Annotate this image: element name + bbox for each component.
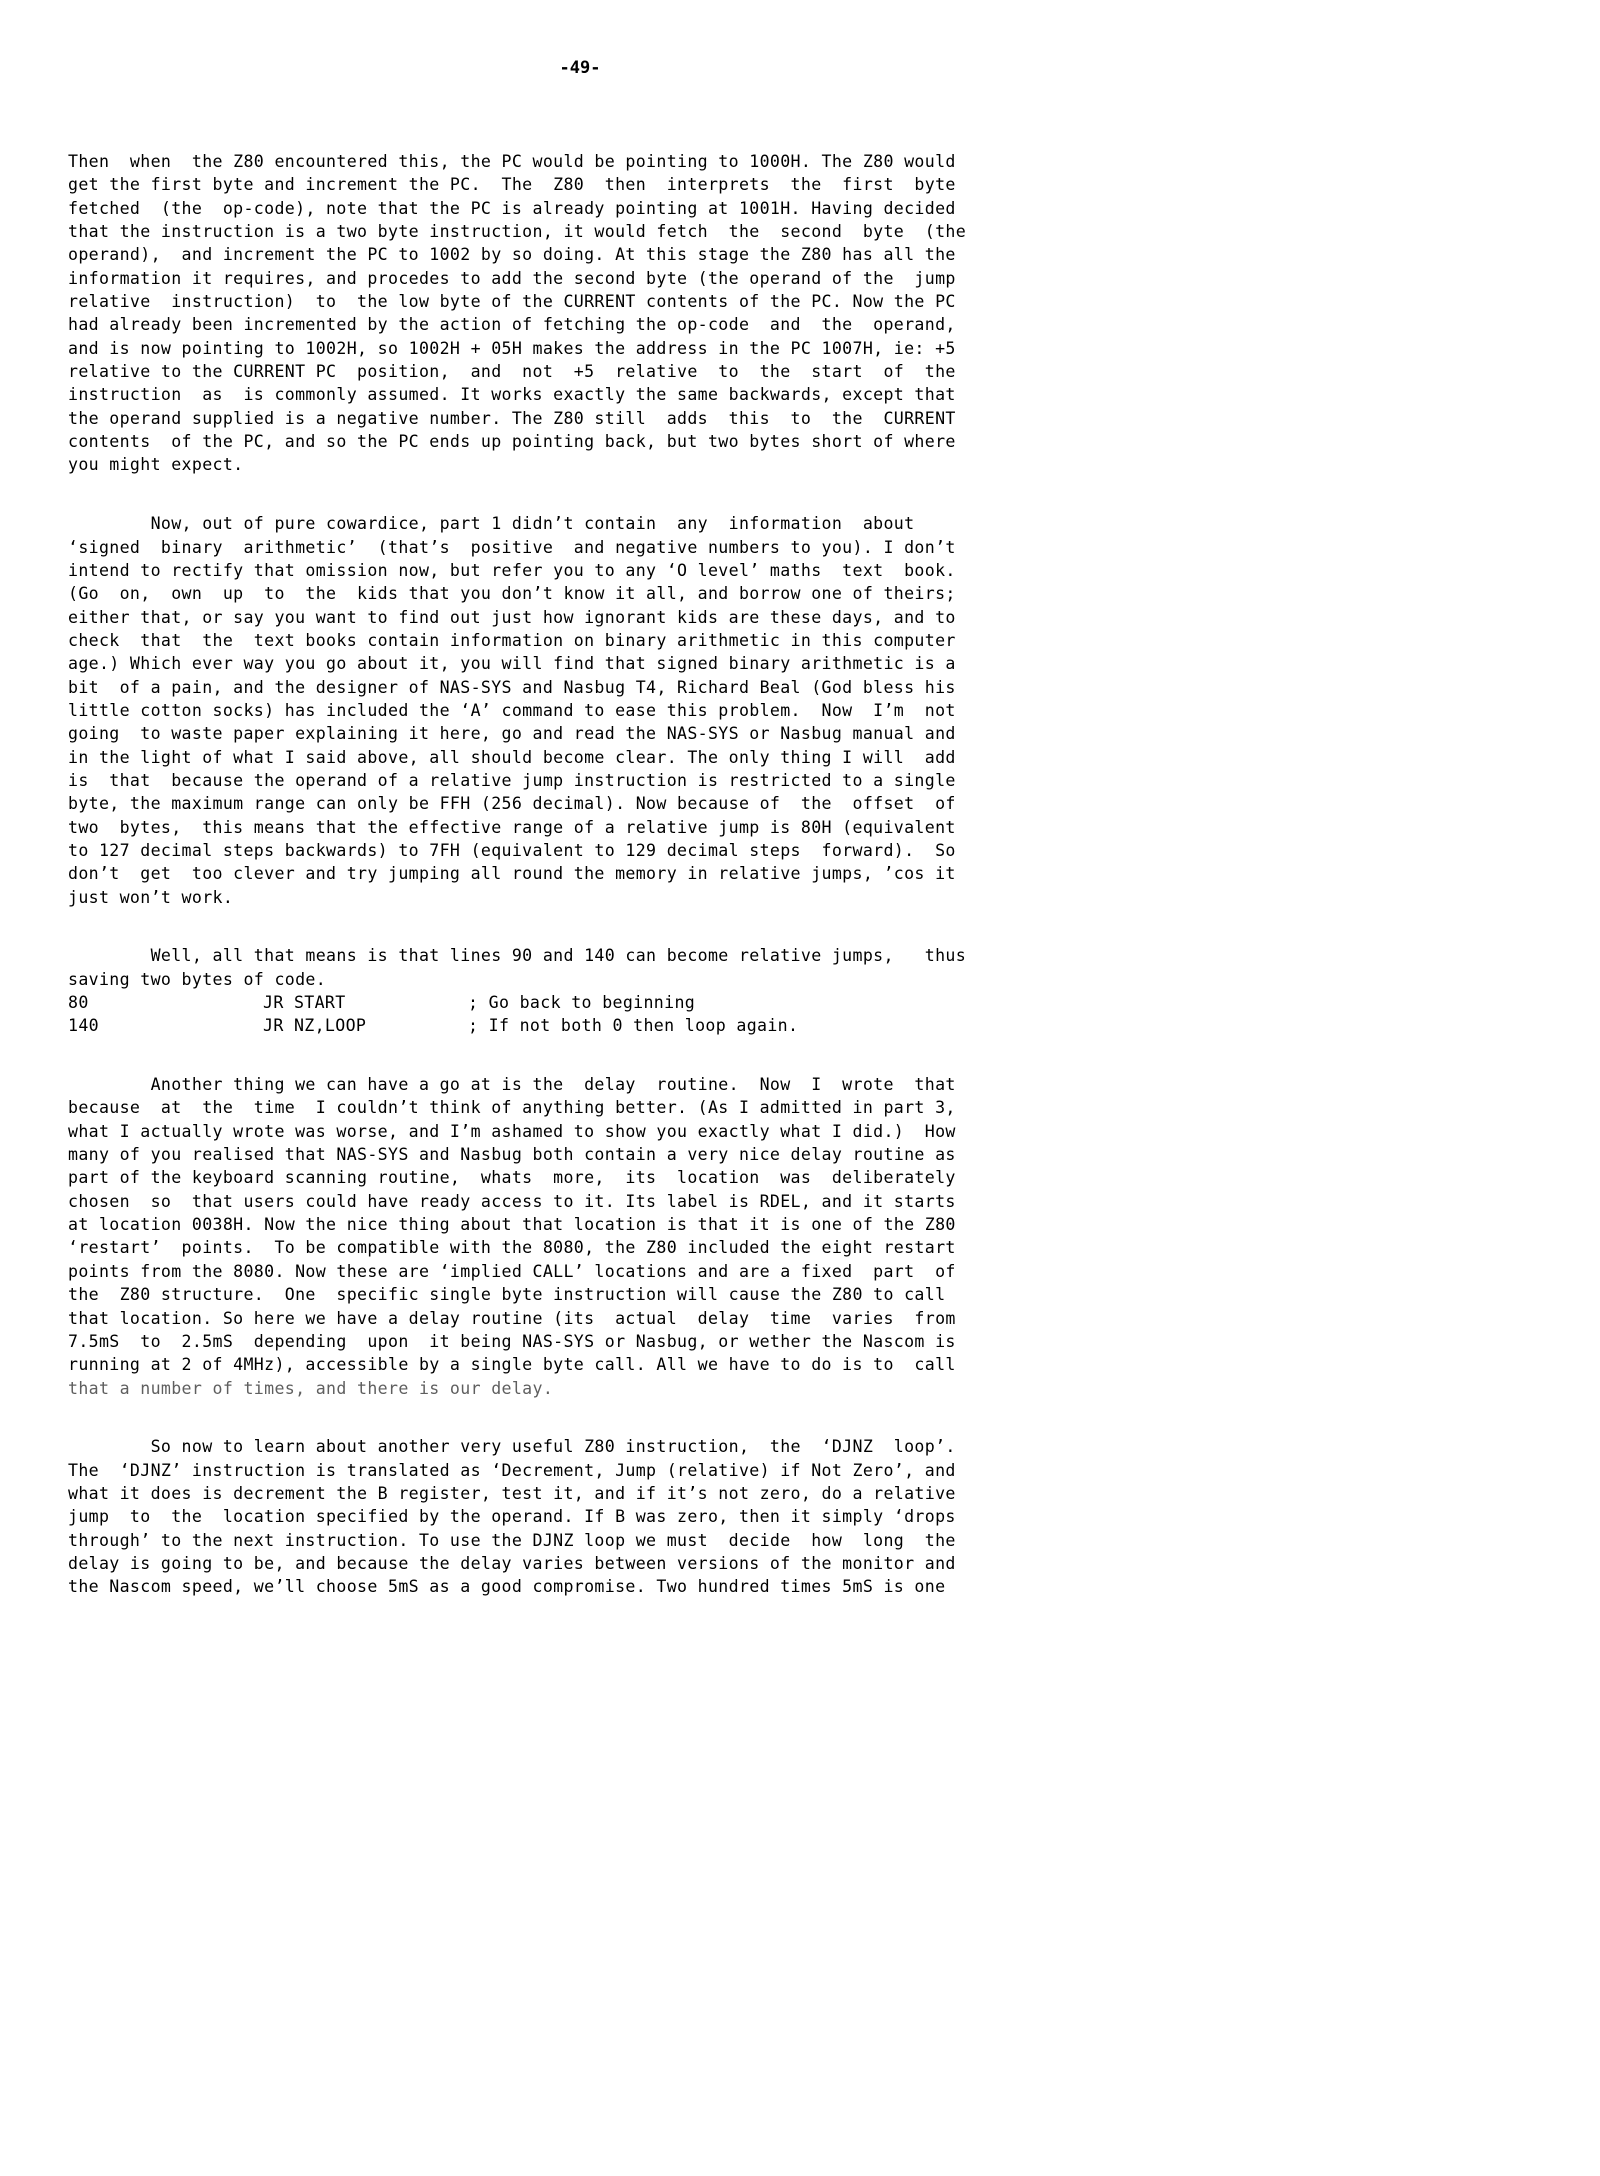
text-line: ‘signed binary arithmetic’ (that’s positive and negative numbers to you). I don’t xyxy=(68,537,956,557)
text-line: Now, out of pure cowardice, part 1 didn’t contain any information about xyxy=(68,514,915,534)
code-instruction: JR NZ,LOOP xyxy=(263,1016,367,1036)
page-number: -49- xyxy=(559,58,601,78)
text-line: contents of the PC, and so the PC ends up pointing back, but two bytes short of where xyxy=(68,432,956,452)
text-line: many of you realised that NAS-SYS and Nasbug both contain a very nice delay routine as xyxy=(68,1145,956,1165)
paragraph-spacer xyxy=(68,1038,1078,1061)
paragraph-spacer xyxy=(68,909,1078,932)
paragraph-signed-binary-arithmetic xyxy=(68,512,1078,909)
paragraph-djnz-loop xyxy=(68,1435,1078,1598)
paragraph-spacer xyxy=(68,1423,1078,1435)
text-line: in the light of what I said above, all should become clear. The only thing I will add xyxy=(68,747,956,767)
text-line: byte, the maximum range can only be FFH (256 decimal). Now because of the offset of xyxy=(68,794,956,814)
text-line: operand), and increment the PC to 1002 by so doing. At this stage the Z80 has all the xyxy=(68,245,956,265)
text-line: instruction as is commonly assumed. It works exactly the same backwards, except that xyxy=(68,385,956,405)
text-line: intend to rectify that omission now, but refer you to any ‘O level’ maths text book. xyxy=(68,560,956,580)
text-line: Another thing we can have a go at is the delay routine. Now I wrote that xyxy=(68,1075,956,1095)
text-line: what I actually wrote was worse, and I’m ashamed to show you exactly what I did.) How xyxy=(68,1121,956,1141)
paragraph-delay-routine xyxy=(68,1073,1078,1400)
paragraph-spacer xyxy=(68,477,1078,500)
code-comment: ; Go back to beginning xyxy=(468,993,696,1013)
text-line: what it does is decrement the B register, test it, and if it’s not zero, do a relative xyxy=(68,1483,956,1503)
text-line: you might expect. xyxy=(68,455,244,475)
table-row xyxy=(68,991,1078,1014)
text-line: the Z80 structure. One specific single byte instruction will cause the Z80 to call xyxy=(68,1285,946,1305)
paragraph-relative-jumps-saving xyxy=(68,944,1078,991)
text-line: part of the keyboard scanning routine, whats more, its location was deliberately xyxy=(68,1168,956,1188)
text-line: Then when the Z80 encountered this, the PC would be pointing to 1000H. The Z80 would xyxy=(68,152,956,171)
text-line: running at 2 of 4MHz), accessible by a single byte call. All we have to do is to call xyxy=(68,1355,956,1375)
text-line: at location 0038H. Now the nice thing about that location is that it is one of the Z80 xyxy=(68,1215,956,1235)
paragraph-spacer xyxy=(68,1061,1078,1073)
text-line: the operand supplied is a negative number. The Z80 still adds this to the CURRENT xyxy=(68,408,956,428)
text-line: relative to the CURRENT PC position, and not +5 relative to the start of the xyxy=(68,362,956,382)
text-line: relative instruction) to the low byte of the CURRENT contents of the PC. Now the PC xyxy=(68,292,956,312)
text-line: information it requires, and procedes to add the second byte (the operand of the jump xyxy=(68,268,956,288)
text-line: bit of a pain, and the designer of NAS-SYS and Nasbug T4, Richard Beal (God bless his xyxy=(68,677,956,697)
text-line: The ‘DJNZ’ instruction is translated as ‘Decrement, Jump (relative) if Not Zero’, and xyxy=(68,1460,956,1480)
text-line: So now to learn about another very useful Z80 instruction, the ‘DJNZ loop’. xyxy=(68,1437,956,1457)
text-line: through’ to the next instruction. To use the DJNZ loop we must decide how long the xyxy=(68,1530,956,1550)
text-line: chosen so that users could have ready access to it. Its label is RDEL, and it starts xyxy=(68,1191,956,1211)
code-instruction: JR START xyxy=(263,993,346,1013)
text-line: because at the time I couldn’t think of anything better. (As I admitted in part 3, xyxy=(68,1098,956,1118)
text-line: fetched (the op-code), note that the PC is already pointing at 1001H. Having decided xyxy=(68,198,956,218)
text-line: just won’t work. xyxy=(68,887,234,907)
paragraph-z80-pc-relative-jump xyxy=(68,150,1078,477)
text-line: and is now pointing to 1002H, so 1002H + 05H makes the address in the PC 1007H, ie: +5 xyxy=(68,338,956,358)
text-line: is that because the operand of a relative jump instruction is restricted to a single xyxy=(68,770,956,790)
text-line: either that, or say you want to find out just how ignorant kids are these days, and to xyxy=(68,607,956,627)
text-line: Well, all that means is that lines 90 and 140 can become relative jumps, thus xyxy=(68,946,967,966)
code-line-number: 80 xyxy=(68,993,89,1013)
paragraph-spacer xyxy=(68,1400,1078,1423)
text-line: going to waste paper explaining it here, go and read the NAS-SYS or Nasbug manual and xyxy=(68,724,956,744)
code-comment: ; If not both 0 then loop again. xyxy=(468,1016,799,1036)
text-line: little cotton socks) has included the ‘A’ command to ease this problem. Now I’m not xyxy=(68,700,956,720)
text-line: jump to the location specified by the operand. If B was zero, then it simply ‘drops xyxy=(68,1507,956,1527)
text-line: get the first byte and increment the PC. The Z80 then interprets the first byte xyxy=(68,175,956,195)
text-line: delay is going to be, and because the delay varies between versions of the monitor and xyxy=(68,1553,956,1573)
assembly-listing xyxy=(68,991,1078,1038)
text-line: check that the text books contain information on binary arithmetic in this computer xyxy=(68,630,956,650)
text-line: that location. So here we have a delay routine (its actual delay time varies from xyxy=(68,1308,956,1328)
text-line: age.) Which ever way you go about it, you will find that signed binary arithmetic is a xyxy=(68,654,956,674)
text-line: don’t get too clever and try jumping all round the memory in relative jumps, ’cos it xyxy=(68,864,956,884)
text-line: 7.5mS to 2.5mS depending upon it being NAS-SYS or Nasbug, or wether the Nascom is xyxy=(68,1331,956,1351)
code-line-number: 140 xyxy=(68,1016,99,1036)
text-line: had already been incremented by the action of fetching the op-code and the operand, xyxy=(68,315,956,335)
text-line: (Go on, own up to the kids that you don’t know it all, and borrow one of theirs; xyxy=(68,584,956,604)
scan-right-margin xyxy=(1160,0,1600,2176)
table-row xyxy=(68,1014,1078,1037)
text-line: ‘restart’ points. To be compatible with the 8080, the Z80 included the eight restart xyxy=(68,1238,956,1258)
text-line: points from the 8080. Now these are ‘implied CALL’ locations and are a fixed part of xyxy=(68,1261,956,1281)
text-line: two bytes, this means that the effective range of a relative jump is 80H (equivalent xyxy=(68,817,956,837)
paragraph-spacer xyxy=(68,500,1078,512)
text-line: saving two bytes of code. xyxy=(68,969,327,989)
paragraph-spacer xyxy=(68,932,1078,944)
text-line-cut-off: that a number of times, and there is our delay. xyxy=(68,1378,554,1398)
text-line: to 127 decimal steps backwards) to 7FH (equivalent to 129 decimal steps forward). So xyxy=(68,840,956,860)
page-body xyxy=(68,150,1078,1599)
text-line: the Nascom speed, we’ll choose 5mS as a good compromise. Two hundred times 5mS is one xyxy=(68,1577,946,1597)
text-line: that the instruction is a two byte instruction, it would fetch the second byte (the xyxy=(68,222,967,242)
